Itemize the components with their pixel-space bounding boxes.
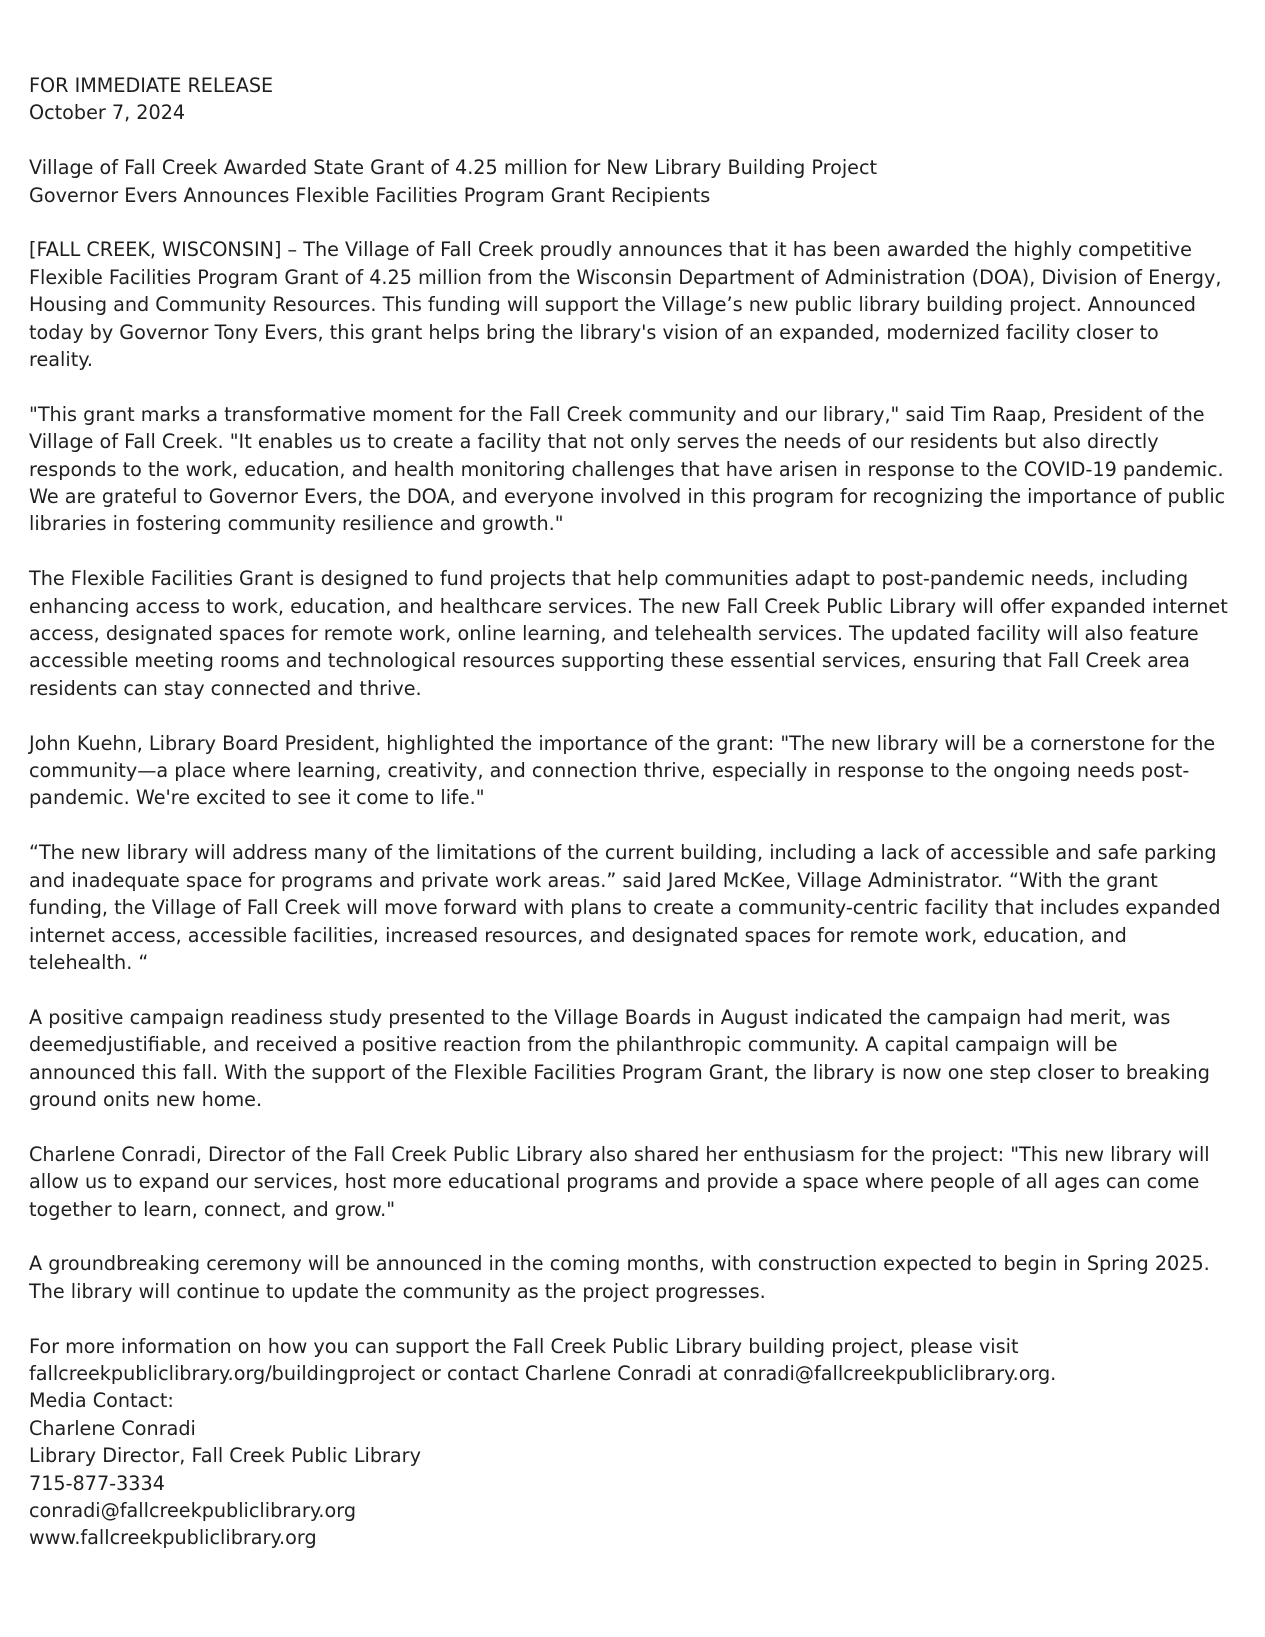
more-info-link-line: fallcreekpubliclibrary.org/buildingproject or contact Charlene Conradi at conradi@fallcreekpubliclibrary.org. (29, 1361, 1057, 1385)
paragraph-line: funding, the Village of Fall Creek will move forward with plans to create a community-centric facility that includes expanded (29, 896, 1221, 920)
paragraph-line: John Kuehn, Library Board President, highlighted the importance of the grant: "The new library will be a cornerstone for the (29, 731, 1216, 755)
paragraph-mckee-quote (29, 839, 1229, 976)
contact-email: conradi@fallcreekpubliclibrary.org (29, 1498, 357, 1522)
paragraph-line: We are grateful to Governor Evers, the DOA, and everyone involved in this program for recognizing the importance of public (29, 485, 1226, 509)
press-release-page (29, 72, 1229, 1552)
paragraph-grant-description (29, 565, 1229, 702)
paragraph-line: internet access, accessible facilities, increased resources, and designated spaces for remote work, education, and (29, 923, 1127, 947)
paragraph-line: Village of Fall Creek. "It enables us to create a facility that not only serves the needs of our residents but also directly (29, 430, 1159, 454)
more-info-line: For more information on how you can support the Fall Creek Public Library building project, please visit (29, 1334, 1019, 1358)
contact-title: Library Director, Fall Creek Public Library (29, 1444, 421, 1468)
paragraph-line: Flexible Facilities Program Grant of 4.25 million from the Wisconsin Department of Administration (DOA), Division of Energy, (29, 265, 1222, 289)
paragraph-campaign-study (29, 1004, 1229, 1114)
paragraph-line: allow us to expand our services, host more educational programs and provide a space where people of all ages can come (29, 1170, 1200, 1194)
release-label: FOR IMMEDIATE RELEASE (29, 74, 274, 97)
paragraph-line: announced this fall. With the support of the Flexible Facilities Program Grant, the library is now one step closer to breaking (29, 1060, 1210, 1084)
paragraph-line: ground onits new home. (29, 1087, 263, 1111)
paragraph-line: deemedjustifiable, and received a positive reaction from the philanthropic community. A capital campaign will be (29, 1033, 1118, 1057)
paragraph-line: telehealth. “ (29, 950, 149, 974)
paragraph-line: A groundbreaking ceremony will be announced in the coming months, with construction expected to begin in Spring 2025. (29, 1252, 1210, 1276)
media-contact-label: Media Contact: (29, 1389, 174, 1413)
paragraph-kuehn-quote (29, 730, 1229, 812)
paragraph-line: The library will continue to update the community as the project progresses. (29, 1279, 766, 1303)
paragraph-line: community—a place where learning, creativity, and connection thrive, especially in response to the ongoing needs post- (29, 759, 1190, 783)
paragraph-raap-quote (29, 401, 1229, 538)
paragraph-line: reality. (29, 348, 93, 372)
paragraph-announcement (29, 236, 1229, 373)
paragraph-line: [FALL CREEK, WISCONSIN] – The Village of Fall Creek proudly announces that it has been awarded the highly competitive (29, 238, 1192, 262)
paragraph-line: Housing and Community Resources. This funding will support the Village’s new public library building project. Announced (29, 293, 1196, 317)
paragraph-line: responds to the work, education, and health monitoring challenges that have arisen in response to the COVID-19 pandemic. (29, 457, 1224, 481)
contact-phone: 715-877-3334 (29, 1471, 165, 1495)
release-date: October 7, 2024 (29, 101, 186, 125)
paragraph-line: and inadequate space for programs and private work areas.” said Jared McKee, Village Administrator. “With the grant (29, 868, 1158, 892)
paragraph-line: "This grant marks a transformative moment for the Fall Creek community and our library," said Tim Raap, President of the (29, 402, 1205, 426)
contact-name: Charlene Conradi (29, 1416, 196, 1440)
headline-block (29, 154, 1229, 209)
paragraph-line: “The new library will address many of the limitations of the current building, including a lack of accessible and safe parking (29, 841, 1217, 865)
paragraph-line: libraries in fostering community resilience and growth." (29, 512, 564, 536)
paragraph-line: residents can stay connected and thrive. (29, 676, 422, 700)
release-header (29, 72, 1229, 127)
paragraph-line: access, designated spaces for remote work, online learning, and telehealth services. The updated facility will also feature (29, 622, 1199, 646)
contact-website: www.fallcreekpubliclibrary.org (29, 1526, 317, 1550)
paragraph-line: together to learn, connect, and grow." (29, 1197, 396, 1221)
paragraph-line: A positive campaign readiness study presented to the Village Boards in August indicated the campaign had merit, was (29, 1005, 1171, 1029)
headline-title: Village of Fall Creek Awarded State Grant of 4.25 million for New Library Building Project (29, 156, 878, 180)
paragraph-line: accessible meeting rooms and technological resources supporting these essential services, ensuring that Fall Creek area (29, 649, 1190, 673)
paragraph-conradi-quote (29, 1141, 1229, 1223)
paragraph-line: Charlene Conradi, Director of the Fall Creek Public Library also shared her enthusiasm for the project: "This new library will (29, 1142, 1210, 1166)
closing-contact-block (29, 1333, 1229, 1552)
paragraph-line: enhancing access to work, education, and healthcare services. The new Fall Creek Public Library will offer expanded internet (29, 594, 1228, 618)
headline-subtitle: Governor Evers Announces Flexible Facilities Program Grant Recipients (29, 183, 711, 207)
paragraph-line: today by Governor Tony Evers, this grant helps bring the library's vision of an expanded, modernized facility closer to (29, 320, 1159, 344)
paragraph-line: pandemic. We're excited to see it come to life." (29, 786, 485, 810)
paragraph-groundbreaking (29, 1250, 1229, 1305)
paragraph-line: The Flexible Facilities Grant is designed to fund projects that help communities adapt to post-pandemic needs, including (29, 567, 1189, 591)
